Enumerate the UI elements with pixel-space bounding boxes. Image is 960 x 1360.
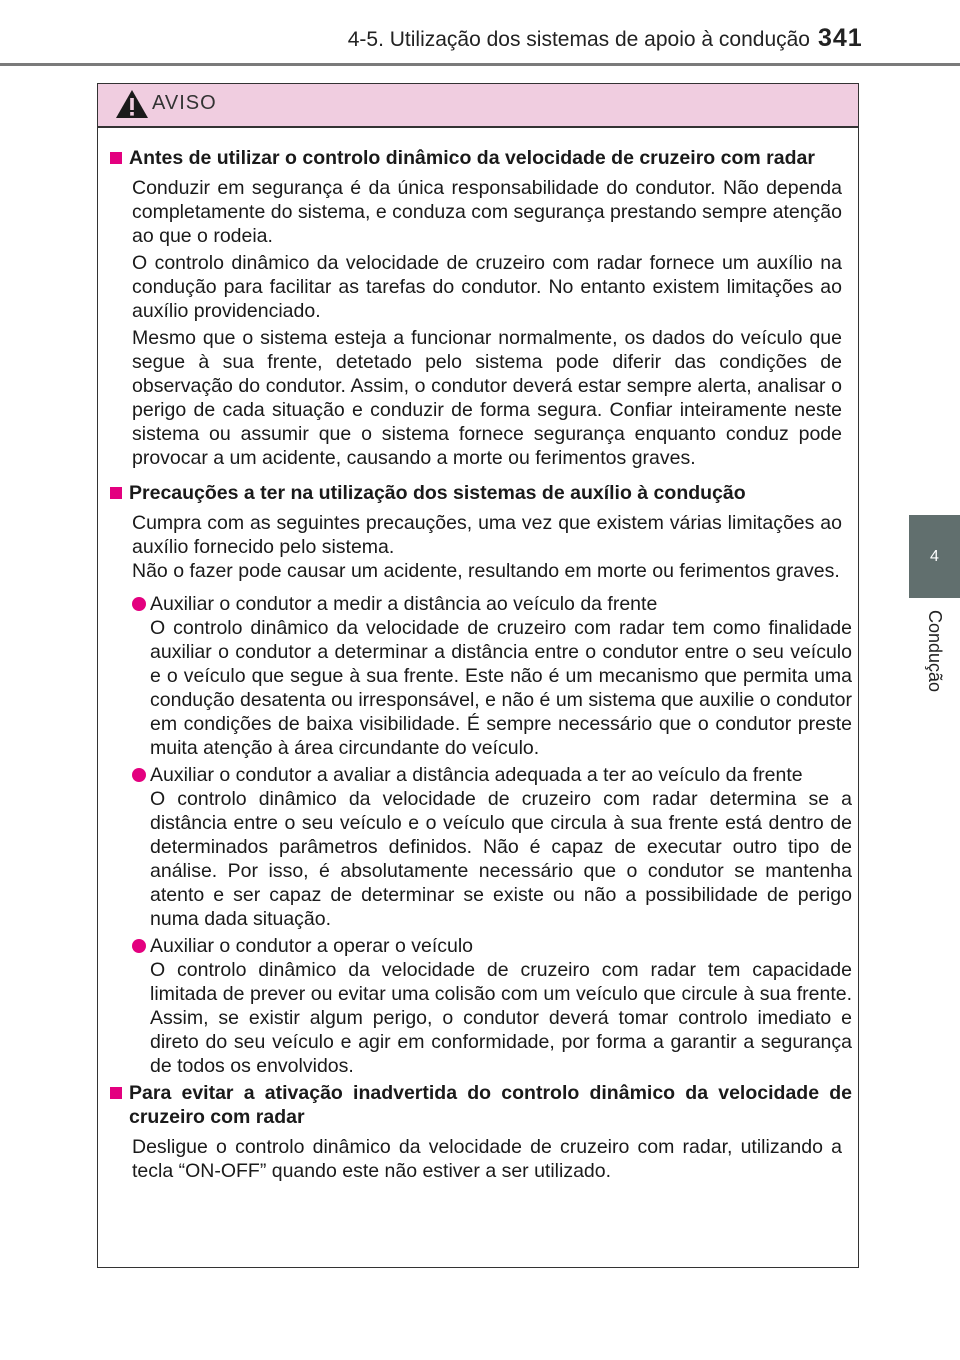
bullet-title: Auxiliar o condutor a medir a distância ao veículo da frente: [150, 593, 658, 615]
paragraph: Mesmo que o sistema esteja a funcionar normalmente, os dados do veículo que segue à sua frente, detetado pelo sistema pode diferir das condições de observação do condutor. Assim, o condutor deverá estar sempre alerta, analisar o perigo de cada situação e conduzir de forma segura. Confiar inteiramente neste sistema ou assumir que o sistema fornece segurança enquanto conduz pode provocar a um acidente, causando a morte ou ferimentos graves.: [132, 327, 842, 469]
round-bullet-icon: [132, 597, 146, 611]
bullet-text: O controlo dinâmico da velocidade de cruzeiro com radar determina se a distância entre o seu veículo e o veículo que circula à sua frente está dentro de determinados parâmetros definidos. Não é capaz de executar outro tipo de análise. Por isso, é absolutamente necessário que o condutor se mantenha atento e ser capaz de determinar se existe ou não a possibilidade de perigo numa dada situação.: [150, 788, 852, 930]
list-item: [132, 934, 852, 1078]
paragraph: Cumpra com as seguintes precauções, uma vez que existem várias limitações ao auxílio fornecido pelo sistema. Não o fazer pode causar um acidente, resultando em morte ou ferimentos graves.: [132, 512, 842, 582]
bullet-title: Auxiliar o condutor a avaliar a distância adequada a ter ao veículo da frente: [150, 764, 803, 786]
bullet-text: O controlo dinâmico da velocidade de cruzeiro com radar tem capacidade limitada de prever ou evitar uma colisão com um veículo que circule à sua frente. Assim, se existir algum perigo, o condutor deverá tomar controlo imediato e direto do seu veículo e agir em conformidade, por forma a garantir a segurança de todos os envolvidos.: [150, 959, 852, 1077]
round-bullet-icon: [132, 768, 146, 782]
page-header-title: 4-5. Utilização dos sistemas de apoio à condução: [347, 28, 810, 51]
round-bullet-icon: [132, 939, 146, 953]
square-bullet-icon: [110, 487, 122, 499]
section-heading: Precauções a ter na utilização dos sistemas de auxílio à condução: [110, 481, 852, 505]
paragraph: Desligue o controlo dinâmico da velocidade de cruzeiro com radar, utilizando a tecla “ON-OFF” quando este não estiver a ser utilizado.: [132, 1136, 842, 1182]
list-item: [132, 592, 852, 760]
chapter-name: Condução: [925, 610, 945, 693]
bullet-title: Auxiliar o condutor a operar o veículo: [150, 935, 474, 957]
bullet-text: O controlo dinâmico da velocidade de cruzeiro com radar tem como finalidade auxiliar o condutor a determinar a distância entre o condutor entre o seu veículo e o veículo que segue à sua frente. Este não é um mecanismo que permita uma condução desatenta ou irresponsável, e não é um sistema que auxilie o condutor em condições de baixa visibilidade. É sempre necessário que o condutor preste muita atenção à área circundante do veículo.: [150, 617, 852, 759]
chapter-number: 4: [930, 547, 939, 565]
warning-content: [98, 126, 858, 1183]
section-heading: Para evitar a ativação inadvertida do controlo dinâmico da velocidade de cruzeiro com radar: [110, 1081, 852, 1129]
paragraph: O controlo dinâmico da velocidade de cruzeiro com radar fornece um auxílio na condução para facilitar as tarefas do condutor. No entanto existem limitações ao auxílio providenciado.: [132, 252, 842, 322]
warning-header: [98, 84, 858, 126]
chapter-tab: [909, 515, 960, 598]
section-heading: Antes de utilizar o controlo dinâmico da velocidade de cruzeiro com radar: [110, 146, 852, 170]
paragraph: Conduzir em segurança é da única responsabilidade do condutor. Não dependa completamente do sistema, e conduza com segurança prestando sempre atenção ao que o rodeia.: [132, 177, 842, 247]
list-item: [132, 763, 852, 931]
warning-header-divider: [98, 126, 858, 128]
header-divider: [0, 63, 960, 66]
warning-triangle-icon: [114, 88, 150, 120]
page-number: 341: [818, 24, 863, 52]
square-bullet-icon: [110, 152, 122, 164]
warning-title: AVISO: [152, 92, 217, 114]
square-bullet-icon: [110, 1087, 122, 1099]
warning-box: [97, 83, 859, 1268]
